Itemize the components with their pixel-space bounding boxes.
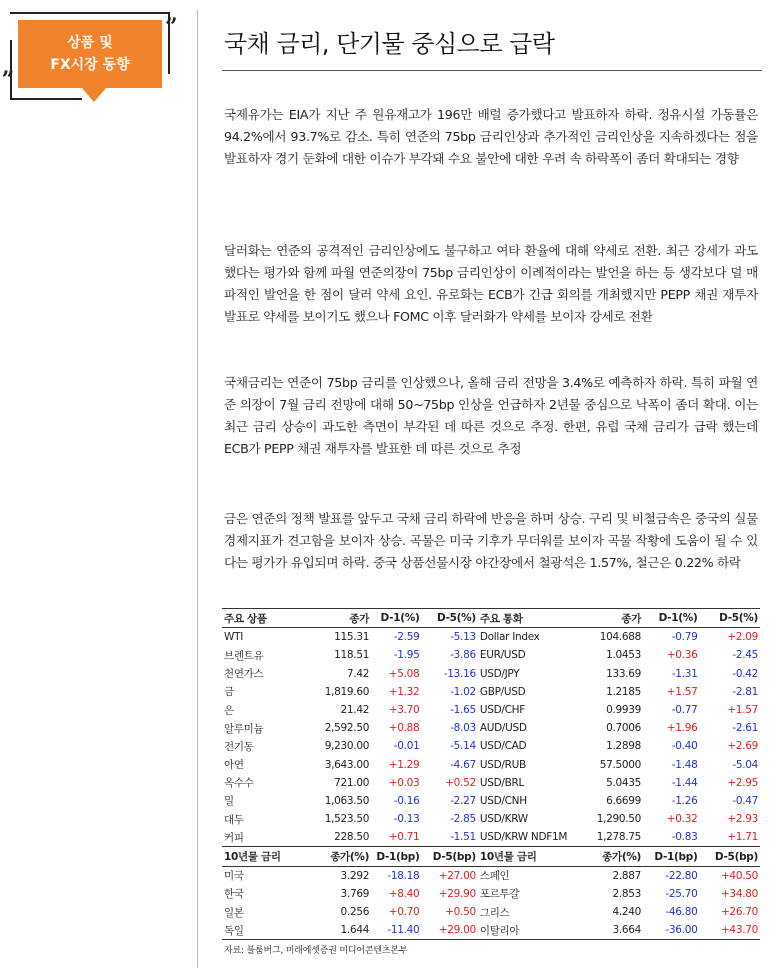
table-cell: USD/KRW NDF1M [479,831,568,844]
table-cell: -3.86 [450,649,476,662]
source-note: 자료: 블룸버그, 미래에셋증권 미디어콘텐츠본부 [224,946,408,956]
table-cell: +0.03 [388,776,420,789]
table-header-cell: D-5(bp) [421,847,477,866]
table-header-cell: 10년물 금리 [222,847,299,866]
table-cell: -11.40 [371,921,421,940]
table-cell: -2.85 [450,813,476,826]
table-header-cell: D-1(bp) [643,847,699,866]
table-cell: USD/BRL [479,776,525,789]
table-cell: 9,230.00 [324,740,370,753]
table-row [222,828,760,847]
table-cell: 2.853 [612,887,642,900]
paragraph-dollar: 달러화는 연준의 공격적인 금리인상에도 불구하고 여타 환율에 대해 약세로 전환. 최근 강세가 과도 했다는 평가와 함께 파월 연준의장이 75bp 금리인상이 이례적이라는 발언을 하는 등 생각보다 덜 매파적인 발언을 한 점이 달러 약세 요인. 유로화는 ECB가 긴급 회의를 개최했지만 PEPP 채권 재투자 발표로 약세를 보이기도 했으나 FOMC 이후 달러화가 약세를 보이자 강세로 전환 [224,243,758,324]
table-cell: +2.09 [727,631,758,644]
table-cell: -5.04 [732,758,758,771]
table-cell: AUD/USD [479,722,527,735]
table-cell: GBP/USD [479,685,526,698]
table-header-cell: 종가 [579,609,643,628]
open-quote-icon: „ [2,54,15,80]
table-cell: 1,523.50 [324,813,370,826]
table-cell: 스페인 [479,870,510,883]
table-cell: 6.6699 [606,794,642,807]
table-cell: +8.40 [388,887,420,900]
table-cell: 57.5000 [599,758,642,771]
table-header-cell: 10년물 금리 [478,847,579,866]
table-cell: -2.59 [393,631,420,644]
table-cell: 은 [224,704,234,717]
table-cell: -5.14 [450,740,476,753]
table-cell: -18.18 [387,869,420,882]
table-cell: -13.16 [443,667,476,680]
table-row [222,756,760,774]
table-cell: +1.29 [388,758,420,771]
table-cell: 118.51 [334,649,370,662]
table-cell: 0.7006 [606,722,642,735]
table-cell: +2.93 [727,813,758,826]
table-header-cell: D-5(%) [421,609,477,628]
table-cell: 브렌트유 [224,649,264,662]
page-title: 국채 금리, 단기물 중심으로 급락 [224,30,555,58]
table-cell: 한국 [224,888,244,901]
table-cell: -0.42 [732,667,758,680]
table-cell: 7.42 [346,667,370,680]
table-cell: EUR/USD [479,649,526,662]
table-cell: +27.00 [438,869,476,882]
table-cell: +1.32 [388,685,420,698]
table-cell: -2.27 [450,794,476,807]
table-cell: 5.0435 [606,776,642,789]
table-cell: -0.47 [732,794,758,807]
table-cell: -1.95 [393,649,420,662]
table-cell: -2.45 [732,649,758,662]
table-cell: +43.70 [699,921,760,940]
table-cell: -4.67 [450,758,476,771]
table-cell: 1.2185 [606,685,642,698]
table-cell: USD/KRW [479,813,528,826]
table-cell: +34.80 [720,887,758,900]
table-cell: -5.13 [450,631,476,644]
badge-line1: 상품 및 [67,35,113,51]
table-row [222,792,760,810]
table-cell: -1.26 [671,794,698,807]
table-cell: 그리스 [479,906,510,919]
market-table [222,608,760,940]
table-cell: +29.00 [421,921,477,940]
table-cell: 0.9939 [606,704,642,717]
table-cell: 133.69 [606,667,642,680]
table-cell: 일본 [224,906,244,919]
table-cell: 0.256 [340,906,370,919]
table-cell: 천연가스 [224,668,264,681]
table-cell: 1,063.50 [324,794,370,807]
section-badge [18,20,162,88]
table-cell: 104.688 [599,631,642,644]
table-cell: 독일 [222,921,299,940]
paragraph-gold: 금은 연준의 정책 발표를 앞두고 국채 금리 하락에 반응을 하며 상승. 구리 및 비철금속은 중국의 실물 경제지표가 견고함을 보이자 상승. 곡물은 미국 기후가 무더워를 보이자 곡물 작황에 도움이 될 수 있다는 평가가 유입되며 하락. 중국 상품선물시장 야간장에서 철광석은 1.57%, 철근은 0.22% 하락 [224,511,758,570]
table-row [222,719,760,737]
table-cell: +0.50 [445,906,476,919]
table-cell: -0.83 [671,831,698,844]
table-cell: 1.0453 [606,649,642,662]
table-cell: -0.01 [393,740,420,753]
table-cell: 이탈리아 [478,921,579,940]
table-cell: +0.32 [666,813,698,826]
table-cell: +26.70 [720,906,758,919]
table-cell: 대두 [224,813,244,826]
table-cell: 2.887 [612,869,642,882]
table-header-cell: 종가(%) [299,847,372,866]
table-header-cell: D-1(%) [371,609,421,628]
table-cell: USD/CAD [479,740,527,753]
table-cell: +0.36 [666,649,698,662]
table-cell: -1.65 [450,704,476,717]
table-header-row [222,609,760,628]
table-cell: -1.48 [671,758,698,771]
table-cell: -22.80 [665,869,698,882]
table-cell: 포르투갈 [479,888,520,901]
table-cell: 3.292 [340,869,370,882]
table-cell: +0.71 [388,831,420,844]
table-cell: -8.03 [450,722,476,735]
table-cell: +0.70 [388,906,420,919]
table-cell: 1,290.50 [596,813,642,826]
table-cell: -1.44 [671,776,698,789]
table-cell: -0.13 [393,813,420,826]
table-cell: 전기동 [224,740,254,753]
table-cell: +2.95 [727,776,758,789]
table-cell: +40.50 [720,869,758,882]
table-cell: +3.70 [388,704,420,717]
table-header-cell: D-5(%) [699,609,760,628]
table-header-cell: 주요 통화 [478,609,579,628]
table-cell: 1.2898 [606,740,642,753]
table-row [222,701,760,719]
table-row [222,885,760,903]
table-cell: +1.57 [666,685,698,698]
table-cell: +1.71 [727,831,758,844]
table-cell: 115.31 [334,631,370,644]
table-cell: -0.79 [671,631,698,644]
table-header-cell: 종가 [299,609,372,628]
table-cell: WTI [224,631,243,644]
table-cell: -1.31 [671,667,698,680]
table-cell: USD/RUB [479,758,526,771]
paragraph-treasury: 국채금리는 연준이 75bp 금리를 인상했으나, 올해 금리 전망을 3.4%로 예측하자 하락. 특히 파월 연준 의장이 7월 금리 전망에 대해 50~75bp 인상을 언급하자 2년물 중심으로 낙폭이 좀더 확대. 이는 최근 금리 상승이 과도한 측면이 부각된 데 따른 것으로 추정. 한편, 유럽 국채 금리가 급락 했는데 ECB가 PEPP 채권 재투자를 발표한 데 따른 것으로 추정 [224,375,758,456]
table-cell: 4.240 [612,906,642,919]
table-row [222,921,760,940]
table-row [222,774,760,792]
table-cell: +2.69 [727,740,758,753]
table-cell: -46.80 [665,906,698,919]
table-cell: -2.81 [732,685,758,698]
table-cell: 3,643.00 [324,758,370,771]
table-cell: +0.88 [388,722,420,735]
table-cell: 커피 [224,831,244,844]
table-cell: 721.00 [334,776,370,789]
table-cell: USD/CNH [479,794,527,807]
table-cell: +1.57 [727,704,758,717]
table-row [222,646,760,664]
table-row [222,628,760,647]
table-row [222,866,760,885]
close-quote-icon: ” [165,14,178,40]
table-header-cell: D-1(bp) [371,847,421,866]
table-row [222,737,760,755]
table-row [222,810,760,828]
table-cell: -0.40 [671,740,698,753]
table-cell: 아연 [224,759,244,772]
table-cell: 알루미늄 [224,722,264,735]
table-header-cell: D-5(bp) [699,847,760,866]
table-cell: -36.00 [643,921,699,940]
table-cell: -2.61 [732,722,758,735]
table-cell: -0.77 [671,704,698,717]
column-divider [197,10,198,968]
table-row [222,665,760,683]
table-cell: USD/JPY [479,667,520,680]
table-cell: 2,592.50 [324,722,370,735]
table-cell: +5.08 [388,667,420,680]
table-row [222,683,760,701]
table-header-row-bonds [222,847,760,866]
badge-tail [82,88,106,102]
table-cell: 1.644 [299,921,372,940]
table-cell: Dollar Index [479,631,540,644]
table-cell: 228.50 [334,831,370,844]
table-cell: +29.90 [438,887,476,900]
table-cell: 옥수수 [224,777,254,790]
table-row [222,903,760,921]
table-cell: -0.16 [393,794,420,807]
table-cell: 21.42 [340,704,370,717]
table-cell: 미국 [224,870,244,883]
table-cell: 금 [224,686,234,699]
table-cell: -1.02 [450,685,476,698]
table-header-cell: 종가(%) [579,847,643,866]
title-underline [222,70,762,71]
table-cell: 3.769 [340,887,370,900]
table-cell: 1,819.60 [324,685,370,698]
table-header-cell: D-1(%) [643,609,699,628]
table-cell: -25.70 [665,887,698,900]
table-cell: 밀 [224,795,234,808]
table-header-cell: 주요 상품 [222,609,299,628]
badge-line2: FX시장 동향 [50,57,130,73]
table-cell: +1.96 [666,722,698,735]
table-cell: +0.52 [445,776,476,789]
table-cell: 1,278.75 [596,831,642,844]
table-cell: 3.664 [579,921,643,940]
paragraph-oil: 국제유가는 EIA가 지난 주 원유재고가 196만 배럴 증가했다고 발표하자 하락. 정유시설 가동률은 94.2%에서 93.7%로 감소. 특히 연준의 75bp 금리인상과 추가적인 금리인상을 지속하겠다는 점을 발표하자 경기 둔화에 대한 이슈가 부각돼 수요 불안에 대한 우려 속 하락폭이 좀더 확대되는 경향 [224,107,758,166]
table-cell: USD/CHF [479,704,525,717]
table-cell: -1.51 [450,831,476,844]
